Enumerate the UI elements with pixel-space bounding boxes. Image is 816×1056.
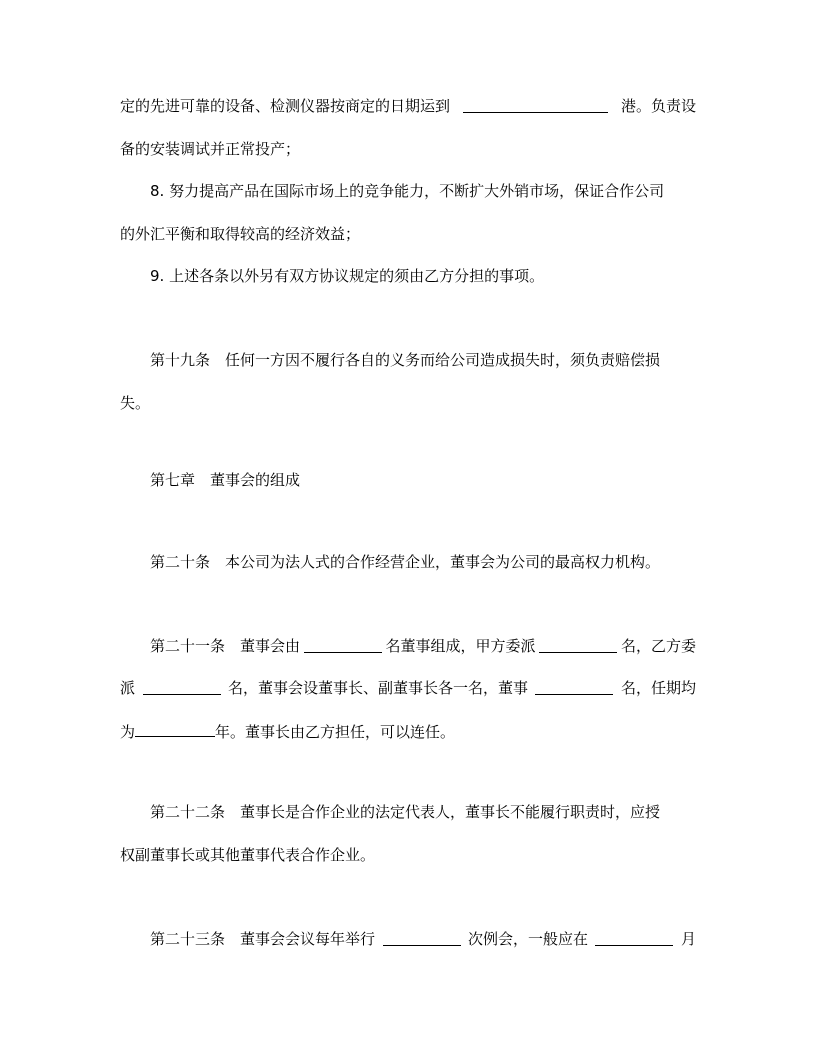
- blank-meeting-count[interactable]: [383, 929, 461, 946]
- item-8-line: 的外汇平衡和取得较高的经济效益；: [120, 225, 361, 243]
- text-segment: 名，任期均: [620, 679, 696, 697]
- blank-director-term[interactable]: [535, 678, 613, 695]
- text-segment: 月: [680, 930, 696, 948]
- article-19-line: 第十九条 任何一方因不履行各自的义务而给公司造成损失时，须负责赔偿损: [150, 351, 661, 369]
- text-segment: 第二十三条 董事会会议每年举行: [150, 930, 376, 948]
- article-19-line: 失。: [120, 394, 151, 412]
- text-segment: 名董事组成，甲方委派: [385, 637, 536, 655]
- text-segment: 定的先进可靠的设备、检测仪器按商定的日期运到: [120, 97, 451, 115]
- text-segment: 名，董事会设董事长、副董事长各一名，董事: [227, 679, 528, 697]
- article-23-line: [150, 929, 696, 949]
- blank-port[interactable]: [463, 96, 608, 113]
- blank-years[interactable]: [135, 720, 215, 737]
- paragraph-line: [120, 96, 696, 116]
- blank-month[interactable]: [595, 929, 673, 946]
- article-22-line: 权副董事长或其他董事代表合作企业。: [120, 846, 376, 864]
- article-21-line: [120, 678, 696, 698]
- item-9: 9. 上述各条以外另有双方协议规定的须由乙方分担的事项。: [150, 267, 545, 285]
- text-segment: 次例会，一般应在: [467, 930, 588, 948]
- article-20: 第二十条 本公司为法人式的合作经营企业，董事会为公司的最高权力机构。: [150, 553, 661, 571]
- article-22-line: 第二十二条 董事长是合作企业的法定代表人，董事长不能履行职责时，应授: [150, 803, 661, 821]
- article-21-line: [150, 636, 696, 656]
- text-segment: 年。董事长由乙方担任，可以连任。: [215, 723, 456, 741]
- text-segment: 名，乙方委: [620, 637, 696, 655]
- item-8-line: 8. 努力提高产品在国际市场上的竞争能力，不断扩大外销市场，保证合作公司: [150, 182, 665, 200]
- paragraph-line: 备的安装调试并正常投产；: [120, 140, 301, 158]
- text-segment: 派: [120, 679, 136, 697]
- text-segment: 港。负责设: [620, 97, 696, 115]
- blank-party-a-count[interactable]: [539, 636, 617, 653]
- chapter-heading: 第七章 董事会的组成: [150, 471, 301, 489]
- text-segment: 第二十一条 董事会由: [150, 637, 301, 655]
- text-segment: 为: [120, 723, 136, 741]
- blank-director-count[interactable]: [304, 636, 382, 653]
- article-21-line: [120, 720, 455, 742]
- blank-party-b-count[interactable]: [143, 678, 221, 695]
